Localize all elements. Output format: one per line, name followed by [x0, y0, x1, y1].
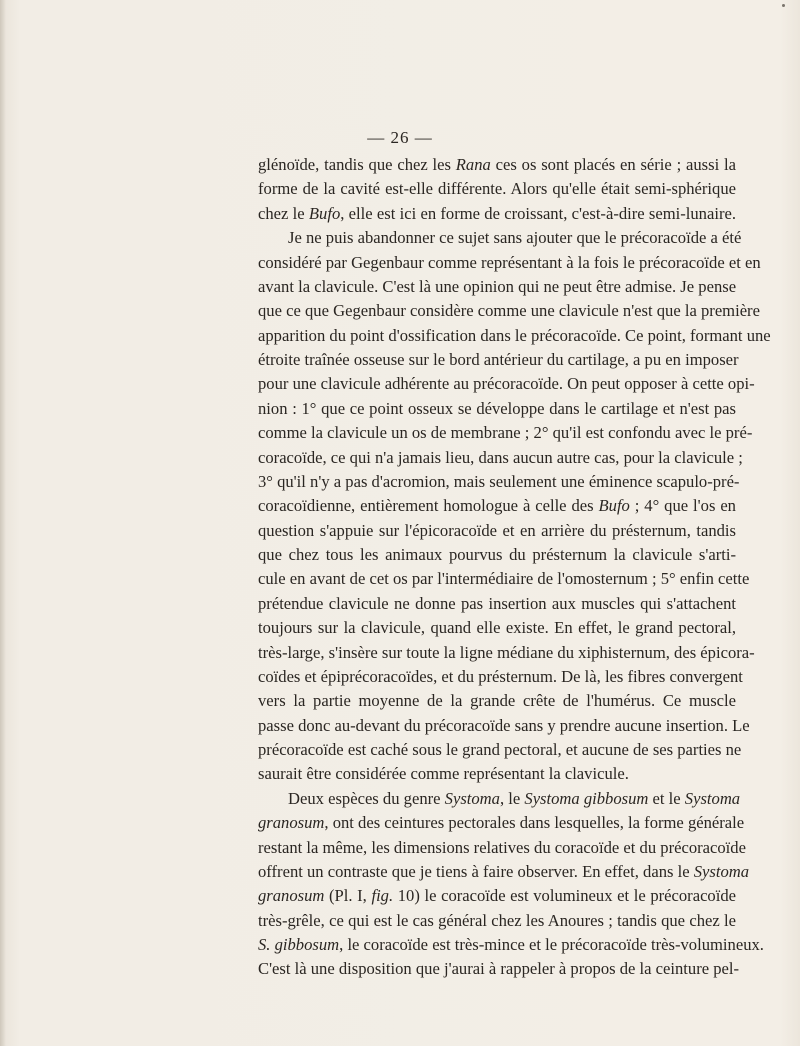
text-segment: 10) le coracoïde est volumineux et le précoracoïde: [393, 886, 737, 906]
text-segment: passe donc au-devant du précoracoïde sans y prendre aucune insertion. Le: [258, 715, 750, 735]
text-segment: offrent un contraste que je tiens à faire observer. En effet, dans le: [258, 861, 694, 881]
text-line: [258, 470, 740, 494]
text-segment: précoracoïde est caché sous le grand pectoral, et aucune de ses parties ne: [258, 740, 742, 759]
text-segment: et le: [648, 788, 685, 808]
paper-speck: [782, 4, 785, 7]
text-segment: forme de la cavité est-elle différente. Alors qu'elle était semi-sphérique: [258, 179, 736, 199]
text-segment: , le coracoïde est très-mince et le précoracoïde très-volumineux.: [339, 935, 764, 954]
text-line: [258, 153, 736, 177]
text-line: [258, 787, 741, 811]
text-line: [258, 397, 736, 421]
text-line: [258, 592, 736, 616]
italic-text: Rana: [455, 155, 491, 174]
text-line: [258, 348, 739, 372]
page-edge-shadow: [0, 0, 6, 1046]
text-segment: toujours sur la clavicule, quand elle existe. En effet, le grand pectoral,: [258, 618, 736, 638]
text-segment: saurait être considérée comme représentant la clavicule.: [258, 764, 629, 784]
text-line: [258, 299, 760, 323]
text-segment: Je ne puis abandonner ce sujet sans ajouter que le précoracoïde a été: [288, 228, 742, 248]
text-segment: avant la clavicule. C'est là une opinion qui ne peut être admise. Je pense: [258, 276, 737, 296]
text-segment: 3° qu'il n'y a pas d'acromion, mais seulement une éminence scapulo-pré-: [258, 471, 740, 491]
text-segment: pour une clavicule adhérente au précoracoïde. On peut opposer à cette opi-: [258, 374, 755, 394]
text-line: [258, 446, 743, 470]
text-line: [258, 689, 736, 713]
italic-text: Systoma: [444, 788, 500, 808]
text-line: [258, 762, 736, 786]
text-segment: cule en avant de cet os par l'intermédiaire de l'omosternum ; 5° enfin cette: [258, 569, 750, 589]
italic-text: granosum: [258, 813, 325, 833]
italic-text: fig.: [371, 886, 394, 906]
page-number: — 26 —: [367, 128, 433, 147]
text-segment: prétendue clavicule ne donne pas insertion aux muscles qui s'attachent: [258, 593, 736, 613]
text-segment: restant la même, les dimensions relatives du coracoïde et du précoracoïde: [258, 837, 746, 857]
italic-text: Bufo: [598, 496, 630, 516]
text-segment: ; 4° que l'os en: [629, 496, 736, 516]
text-segment: coracoïde, ce qui n'a jamais lieu, dans aucun autre cas, pour la clavicule ;: [258, 447, 743, 467]
text-line: [258, 909, 736, 933]
text-segment: C'est là une disposition que j'aurai à rappeler à propos de la ceinture pel-: [258, 959, 740, 979]
text-line: [258, 494, 736, 518]
text-line: [258, 738, 742, 762]
text-segment: chez le: [258, 203, 309, 223]
text-line: [258, 714, 750, 738]
text-segment: étroite traînée osseuse sur le bord antérieur du cartilage, a pu en imposer: [258, 350, 739, 369]
text-segment: coïdes et épiprécoracoïdes, et du présternum. De là, les fibres convergent: [258, 666, 743, 686]
text-segment: coracoïdienne, entièrement homologue à celle des: [258, 496, 599, 516]
text-segment: vers la partie moyenne de la grande crête de l'humérus. Ce muscle: [258, 691, 736, 711]
text-segment: que chez tous les animaux pourvus du présternum la clavicule s'arti-: [258, 545, 736, 564]
text-segment: très-grêle, ce qui est le cas général chez les Anoures ; tandis que chez le: [258, 910, 736, 930]
text-segment: considéré par Gegenbaur comme représentant à la fois le précoracoïde et en: [258, 252, 761, 272]
text-segment: très-large, s'insère sur toute la ligne médiane du xiphisternum, des épicora-: [258, 642, 755, 662]
italic-text: Systoma: [684, 788, 741, 808]
text-line: [258, 860, 750, 884]
text-segment: comme la clavicule un os de membrane ; 2° qu'il est confondu avec le pré-: [258, 423, 753, 443]
text-line: [258, 836, 746, 860]
text-segment: , elle est ici en forme de croissant, c'est-à-dire semi-lunaire.: [340, 203, 736, 223]
text-line: [258, 421, 753, 445]
text-line: [258, 641, 755, 665]
text-segment: question s'appuie sur l'épicoracoïde et en arrière du présternum, tandis: [258, 520, 736, 540]
body-text: [258, 153, 771, 982]
text-line: [258, 957, 740, 981]
text-line: [258, 665, 743, 689]
text-segment: , le: [499, 788, 525, 808]
text-line: [258, 519, 736, 543]
text-line: [258, 177, 736, 201]
text-segment: ces os sont placés en série ; aussi la: [490, 155, 736, 174]
text-line: [258, 226, 742, 250]
text-line: [258, 811, 745, 835]
text-line: [258, 202, 736, 226]
text-segment: nion : 1° que ce point osseux se développe dans le cartilage et n'est pas: [258, 398, 736, 418]
text-segment: Deux espèces du genre: [288, 788, 445, 808]
text-line: [258, 372, 755, 396]
text-line: [258, 324, 771, 348]
text-line: [258, 567, 750, 591]
text-line: [258, 884, 736, 908]
text-segment: (Pl. I,: [324, 886, 372, 906]
italic-text: Bufo: [308, 203, 341, 223]
italic-text: S. gibbosum: [258, 935, 340, 954]
text-line: [258, 616, 736, 640]
text-line: [258, 933, 764, 957]
text-segment: que ce que Gegenbaur considère comme une clavicule n'est que la première: [258, 301, 760, 321]
text-segment: glénoïde, tandis que chez les: [258, 155, 456, 174]
italic-text: Systoma: [693, 861, 750, 881]
italic-text: Systoma gibbosum: [524, 788, 649, 808]
text-segment: apparition du point d'ossification dans le précoracoïde. Ce point, formant une: [258, 325, 771, 345]
italic-text: granosum: [258, 886, 325, 906]
text-line: [258, 543, 736, 567]
text-line: [258, 251, 761, 275]
text-segment: , ont des ceintures pectorales dans lesquelles, la forme générale: [324, 813, 745, 833]
text-line: [258, 275, 736, 299]
